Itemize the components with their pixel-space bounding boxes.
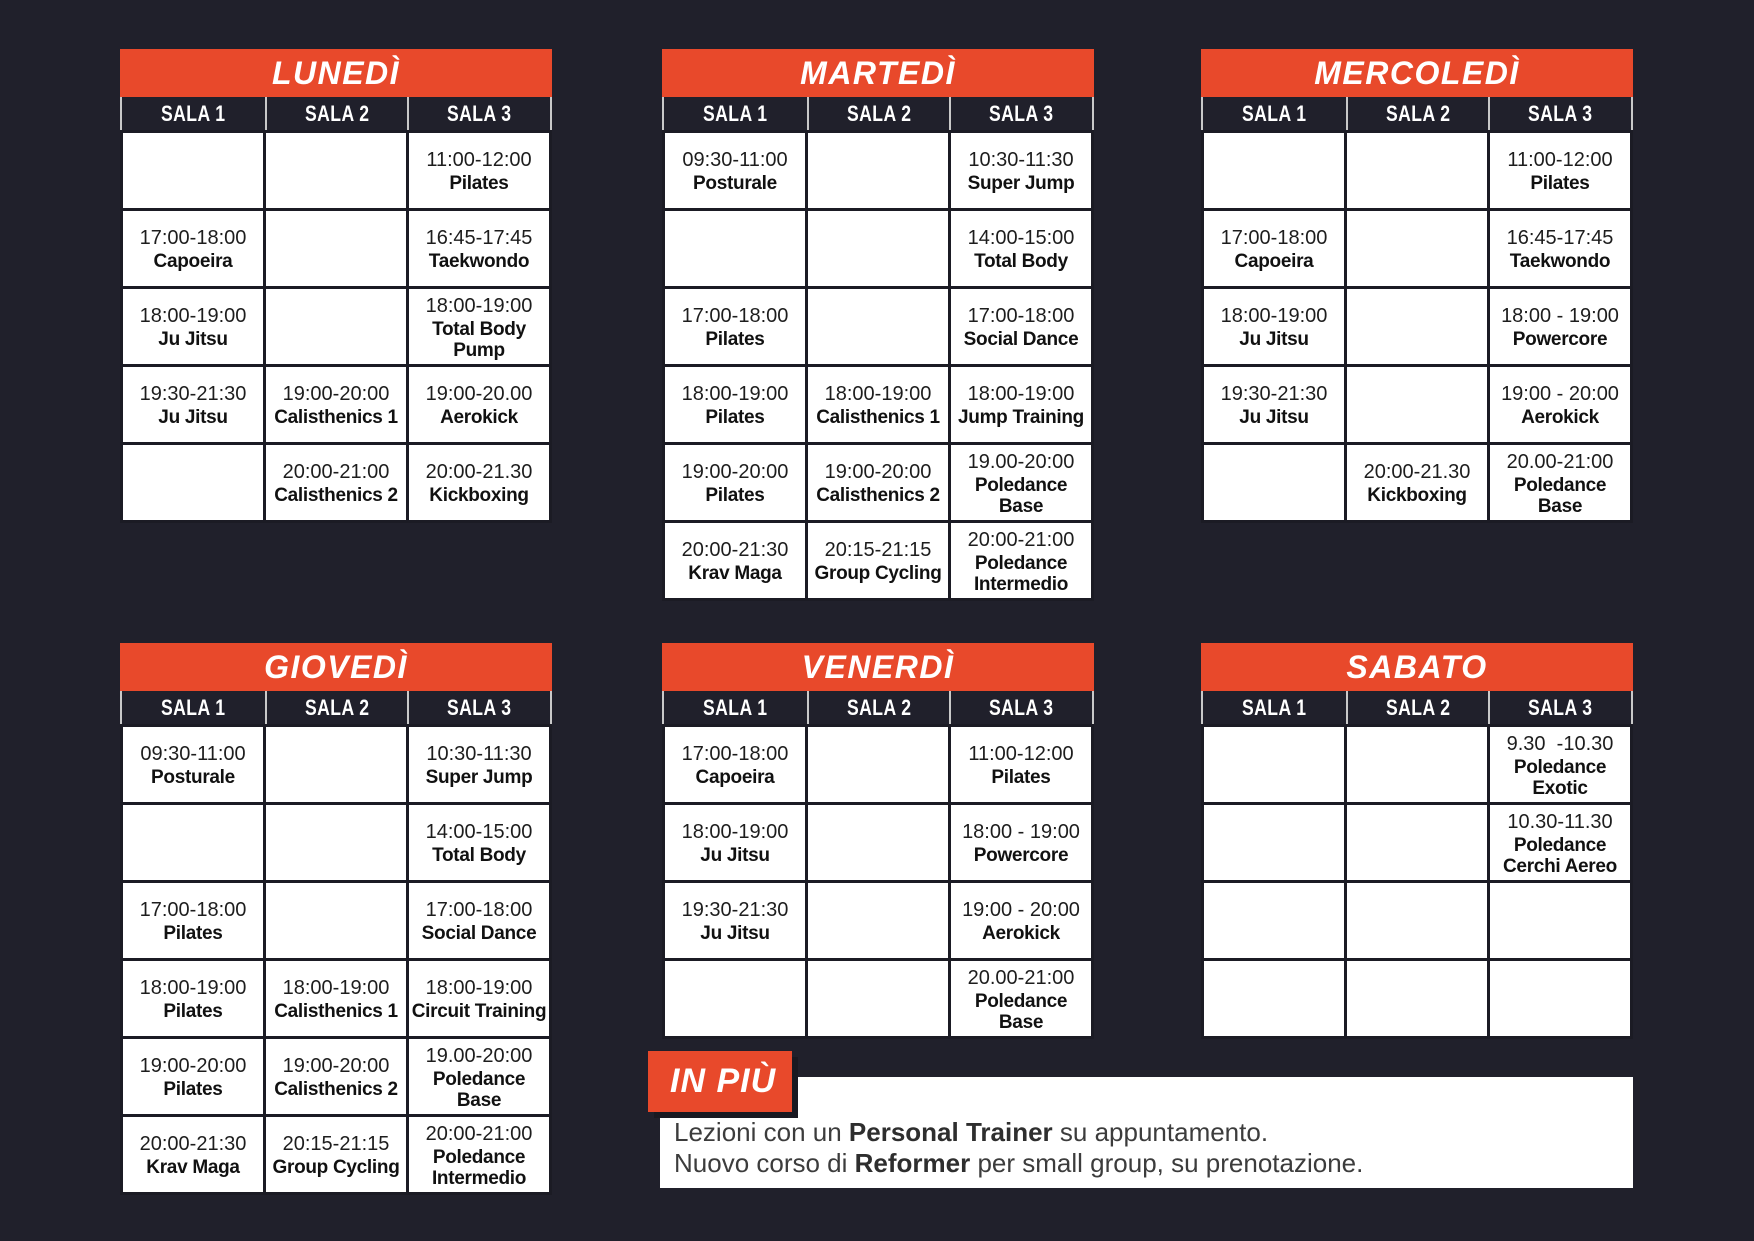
class-cell <box>123 1117 263 1192</box>
day-title: MERCOLEDÌ <box>1201 49 1633 97</box>
class-time: 14:00-15:00 <box>967 227 1075 249</box>
empty-cell <box>808 211 948 286</box>
class-cell <box>1204 289 1344 364</box>
room-header-label: SALA 3 <box>1528 694 1593 720</box>
class-time: 20:00-21:00 <box>282 461 390 483</box>
class-name: Pilates <box>705 485 765 506</box>
class-time: 17:00-18:00 <box>425 899 533 921</box>
empty-cell <box>808 289 948 364</box>
schedule-grid <box>1201 724 1633 1039</box>
empty-cell <box>1347 961 1487 1036</box>
schedule-grid <box>120 130 552 523</box>
empty-cell <box>1347 133 1487 208</box>
class-cell <box>1204 211 1344 286</box>
class-cell <box>409 727 549 802</box>
room-header <box>1346 691 1489 724</box>
class-time: 20:00-21:30 <box>139 1133 247 1155</box>
room-header <box>664 97 807 130</box>
class-cell <box>123 961 263 1036</box>
room-header <box>949 691 1092 724</box>
class-time: 17:00-18:00 <box>967 305 1075 327</box>
class-name: Poledance Base <box>974 990 1068 1033</box>
class-cell <box>665 367 805 442</box>
schedule-grid <box>1201 130 1633 523</box>
class-name: Calisthenics 2 <box>274 485 398 506</box>
empty-cell <box>1204 961 1344 1036</box>
class-cell <box>1490 211 1630 286</box>
class-cell <box>123 1039 263 1114</box>
room-header <box>1203 691 1346 724</box>
day-title: MARTEDÌ <box>662 49 1094 97</box>
class-cell <box>409 211 549 286</box>
day-table-venerdi <box>662 643 1094 1039</box>
empty-cell <box>1204 727 1344 802</box>
room-header-row <box>1201 97 1633 130</box>
class-name: Super Jump <box>425 767 533 788</box>
class-cell <box>266 445 406 520</box>
class-time: 19:00-20:00 <box>139 1055 247 1077</box>
extra-badge-label: IN PIÙ <box>670 1062 777 1100</box>
class-name: Krav Maga <box>688 563 782 584</box>
empty-cell <box>665 211 805 286</box>
room-header-label: SALA 3 <box>989 100 1054 126</box>
day-table-giovedi <box>120 643 552 1195</box>
class-cell <box>665 445 805 520</box>
class-time: 11:00-12:00 <box>1507 149 1613 171</box>
room-header <box>407 97 550 130</box>
extra-line-2-bold: Reformer <box>854 1148 971 1178</box>
class-cell <box>1490 367 1630 442</box>
class-time: 17:00-18:00 <box>139 899 247 921</box>
class-name: Taekwondo <box>428 251 530 272</box>
extra-info-box <box>660 1077 1633 1188</box>
class-name: Calisthenics 2 <box>816 485 940 506</box>
class-name: Pilates <box>991 767 1051 788</box>
empty-cell <box>808 883 948 958</box>
class-cell <box>409 1117 549 1192</box>
class-name: Jump Training <box>958 407 1084 428</box>
room-header-row <box>120 97 552 130</box>
class-time: 20:00-21:30 <box>681 539 789 561</box>
empty-cell <box>808 727 948 802</box>
day-table-martedi <box>662 49 1094 601</box>
class-name: Total Body Pump <box>432 318 526 361</box>
class-time: 10:30-11:30 <box>426 743 532 765</box>
room-header-label: SALA 3 <box>989 694 1054 720</box>
room-header-label: SALA 2 <box>304 100 370 126</box>
class-name: Pilates <box>449 173 509 194</box>
room-header-row <box>120 691 552 724</box>
class-name: Poledance Intermedio <box>431 1146 527 1189</box>
class-name: Poledance Cerchi Aereo <box>1503 834 1617 877</box>
empty-cell <box>665 961 805 1036</box>
class-cell <box>123 883 263 958</box>
class-name: Pilates <box>163 923 223 944</box>
extra-line-1-bold: Personal Trainer <box>848 1117 1053 1147</box>
class-name: Social Dance <box>421 923 537 944</box>
class-name: Calisthenics 1 <box>274 407 398 428</box>
day-table-lunedi <box>120 49 552 523</box>
class-name: Pilates <box>1530 173 1590 194</box>
class-name: Krav Maga <box>146 1157 240 1178</box>
day-title: SABATO <box>1201 643 1633 691</box>
class-cell <box>665 289 805 364</box>
empty-cell <box>1204 445 1344 520</box>
class-time: 20.00-21:00 <box>967 966 1075 989</box>
class-cell <box>123 211 263 286</box>
class-name: Pilates <box>163 1079 223 1100</box>
extra-line-2-suffix: per small group, su prenotazione. <box>970 1148 1364 1178</box>
room-header-label: SALA 3 <box>447 694 512 720</box>
class-cell <box>1490 445 1630 520</box>
class-time: 20:00-21.30 <box>425 461 533 483</box>
class-name: Capoeira <box>153 251 233 272</box>
class-time: 19:00-20:00 <box>824 461 932 483</box>
class-cell <box>665 133 805 208</box>
class-time: 19:00-20.00 <box>425 383 533 405</box>
empty-cell <box>1490 883 1630 958</box>
class-time: 19.00-20:00 <box>425 1044 533 1067</box>
room-header-label: SALA 1 <box>703 100 768 126</box>
class-time: 09:30-11:00 <box>140 743 246 765</box>
extra-line-1 <box>674 1117 1613 1148</box>
day-title: LUNEDÌ <box>120 49 552 97</box>
class-cell <box>951 445 1091 520</box>
room-header <box>1203 97 1346 130</box>
class-name: Posturale <box>151 767 235 788</box>
class-name: Capoeira <box>1234 251 1314 272</box>
room-header-label: SALA 3 <box>447 100 512 126</box>
class-cell <box>1204 367 1344 442</box>
class-cell <box>808 445 948 520</box>
room-header-label: SALA 1 <box>1242 100 1307 126</box>
class-name: Kickboxing <box>1367 485 1467 506</box>
class-time: 18:00 - 19:00 <box>962 821 1080 843</box>
class-name: Ju Jitsu <box>158 329 228 350</box>
class-time: 18:00-19:00 <box>139 977 247 999</box>
class-cell <box>951 961 1091 1036</box>
empty-cell <box>1347 211 1487 286</box>
class-cell <box>409 367 549 442</box>
class-name: Total Body <box>432 845 526 866</box>
room-header <box>122 691 265 724</box>
class-cell <box>951 883 1091 958</box>
class-time: 18:00-19:00 <box>967 383 1075 405</box>
empty-cell <box>266 211 406 286</box>
class-time: 11:00-12:00 <box>968 743 1074 765</box>
empty-cell <box>1347 883 1487 958</box>
class-cell <box>123 289 263 364</box>
class-name: Powercore <box>1512 329 1608 350</box>
class-cell <box>665 805 805 880</box>
class-time: 18:00-19:00 <box>681 821 789 843</box>
class-cell <box>951 727 1091 802</box>
class-time: 09:30-11:00 <box>682 149 788 171</box>
class-time: 19:00 - 20:00 <box>962 899 1080 921</box>
class-cell <box>951 289 1091 364</box>
class-time: 20:00-21.30 <box>1363 461 1471 483</box>
extra-line-1-text: Lezioni con un <box>674 1117 849 1147</box>
class-cell <box>665 727 805 802</box>
class-cell <box>266 1117 406 1192</box>
class-time: 11:00-12:00 <box>426 149 532 171</box>
room-header-row <box>1201 691 1633 724</box>
room-header-label: SALA 1 <box>161 694 226 720</box>
empty-cell <box>1204 133 1344 208</box>
class-name: Posturale <box>693 173 777 194</box>
class-time: 10.30-11.30 <box>1507 810 1613 833</box>
class-name: Pilates <box>163 1001 223 1022</box>
class-name: Poledance Base <box>1513 474 1607 517</box>
class-cell <box>808 367 948 442</box>
room-header-label: SALA 3 <box>1528 100 1593 126</box>
class-name: Pilates <box>705 329 765 350</box>
class-name: Circuit Training <box>411 1001 547 1022</box>
class-cell <box>409 445 549 520</box>
class-name: Ju Jitsu <box>700 845 770 866</box>
class-cell <box>951 133 1091 208</box>
class-time: 19:00-20:00 <box>681 461 789 483</box>
class-time: 18:00-19:00 <box>282 977 390 999</box>
class-time: 18:00-19:00 <box>139 305 247 327</box>
empty-cell <box>1347 727 1487 802</box>
extra-line-2 <box>674 1148 1613 1179</box>
class-time: 20:00-21:00 <box>967 528 1075 551</box>
class-time: 19:00-20:00 <box>282 383 390 405</box>
room-header-label: SALA 2 <box>1385 694 1451 720</box>
room-header <box>265 691 408 724</box>
class-cell <box>123 367 263 442</box>
class-time: 19:00 - 20:00 <box>1501 383 1619 405</box>
empty-cell <box>1204 805 1344 880</box>
class-time: 17:00-18:00 <box>139 227 247 249</box>
empty-cell <box>266 289 406 364</box>
schedule-grid <box>662 130 1094 601</box>
class-name: Ju Jitsu <box>700 923 770 944</box>
room-header <box>807 97 950 130</box>
extra-badge <box>648 1051 792 1112</box>
room-header <box>1346 97 1489 130</box>
class-cell <box>665 883 805 958</box>
class-name: Ju Jitsu <box>1239 407 1309 428</box>
day-title: GIOVEDÌ <box>120 643 552 691</box>
class-name: Aerokick <box>440 407 518 428</box>
class-name: Powercore <box>973 845 1069 866</box>
class-time: 18:00-19:00 <box>681 383 789 405</box>
room-header-row <box>662 691 1094 724</box>
class-time: 20:00-21:00 <box>425 1122 533 1145</box>
class-name: Pilates <box>705 407 765 428</box>
class-time: 19:30-21:30 <box>681 899 789 921</box>
empty-cell <box>266 805 406 880</box>
empty-cell <box>808 133 948 208</box>
class-time: 18:00-19:00 <box>824 383 932 405</box>
class-cell <box>123 727 263 802</box>
class-time: 19:00-20:00 <box>282 1055 390 1077</box>
room-header-label: SALA 1 <box>1242 694 1307 720</box>
day-table-mercoledi <box>1201 49 1633 523</box>
class-name: Total Body <box>974 251 1068 272</box>
class-time: 10:30-11:30 <box>968 149 1074 171</box>
room-header <box>807 691 950 724</box>
empty-cell <box>123 805 263 880</box>
room-header-label: SALA 2 <box>846 100 912 126</box>
class-cell <box>409 133 549 208</box>
room-header <box>265 97 408 130</box>
empty-cell <box>1347 367 1487 442</box>
class-cell <box>665 523 805 598</box>
class-time: 19.00-20:00 <box>967 450 1075 473</box>
room-header <box>407 691 550 724</box>
room-header <box>664 691 807 724</box>
class-name: Aerokick <box>1521 407 1599 428</box>
class-cell <box>1490 133 1630 208</box>
class-time: 18:00-19:00 <box>1220 305 1328 327</box>
empty-cell <box>1347 805 1487 880</box>
class-time: 16:45-17:45 <box>1506 227 1614 249</box>
room-header <box>949 97 1092 130</box>
class-time: 20:15-21:15 <box>282 1133 390 1155</box>
empty-cell <box>266 883 406 958</box>
class-cell <box>266 367 406 442</box>
class-name: Group Cycling <box>814 563 942 584</box>
empty-cell <box>266 133 406 208</box>
empty-cell <box>266 727 406 802</box>
room-header-row <box>662 97 1094 130</box>
class-time: 16:45-17:45 <box>425 227 533 249</box>
class-cell <box>409 961 549 1036</box>
empty-cell <box>1347 289 1487 364</box>
schedule-grid <box>662 724 1094 1039</box>
room-header <box>1488 97 1631 130</box>
class-time: 18:00 - 19:00 <box>1501 305 1619 327</box>
class-time: 17:00-18:00 <box>681 743 789 765</box>
class-name: Capoeira <box>695 767 775 788</box>
class-cell <box>808 523 948 598</box>
class-name: Poledance Intermedio <box>973 552 1069 595</box>
class-cell <box>409 883 549 958</box>
room-header-label: SALA 2 <box>304 694 370 720</box>
class-name: Social Dance <box>963 329 1079 350</box>
class-time: 17:00-18:00 <box>681 305 789 327</box>
class-time: 19:30-21:30 <box>1220 383 1328 405</box>
class-cell <box>409 805 549 880</box>
room-header-label: SALA 1 <box>161 100 226 126</box>
class-name: Aerokick <box>982 923 1060 944</box>
class-cell <box>409 1039 549 1114</box>
class-time: 18:00-19:00 <box>425 294 533 317</box>
room-header <box>1488 691 1631 724</box>
class-name: Taekwondo <box>1509 251 1611 272</box>
class-time: 20:15-21:15 <box>824 539 932 561</box>
class-name: Ju Jitsu <box>158 407 228 428</box>
class-time: 18:00-19:00 <box>425 977 533 999</box>
room-header <box>122 97 265 130</box>
class-name: Poledance Exotic <box>1513 756 1607 799</box>
class-name: Kickboxing <box>429 485 529 506</box>
class-cell <box>266 961 406 1036</box>
class-cell <box>951 211 1091 286</box>
class-name: Calisthenics 2 <box>274 1079 398 1100</box>
day-table-sabato <box>1201 643 1633 1039</box>
empty-cell <box>1204 883 1344 958</box>
class-cell <box>1490 805 1630 880</box>
class-cell <box>1347 445 1487 520</box>
room-header-label: SALA 2 <box>1385 100 1451 126</box>
class-time: 14:00-15:00 <box>425 821 533 843</box>
class-cell <box>1490 289 1630 364</box>
day-title: VENERDÌ <box>662 643 1094 691</box>
class-cell <box>1490 727 1630 802</box>
room-header-label: SALA 2 <box>846 694 912 720</box>
class-cell <box>951 367 1091 442</box>
extra-line-2-text: Nuovo corso di <box>674 1148 855 1178</box>
class-time: 20.00-21:00 <box>1506 450 1614 473</box>
empty-cell <box>808 805 948 880</box>
class-name: Calisthenics 1 <box>274 1001 398 1022</box>
class-time: 19:30-21:30 <box>139 383 247 405</box>
schedule-grid <box>120 724 552 1195</box>
empty-cell <box>1490 961 1630 1036</box>
class-cell <box>266 1039 406 1114</box>
room-header-label: SALA 1 <box>703 694 768 720</box>
extra-line-1-suffix: su appuntamento. <box>1052 1117 1269 1147</box>
class-name: Calisthenics 1 <box>816 407 940 428</box>
class-name: Ju Jitsu <box>1239 329 1309 350</box>
empty-cell <box>808 961 948 1036</box>
empty-cell <box>123 133 263 208</box>
empty-cell <box>123 445 263 520</box>
class-time: 9.30 -10.30 <box>1506 732 1614 755</box>
class-cell <box>409 289 549 364</box>
class-cell <box>951 523 1091 598</box>
class-time: 17:00-18:00 <box>1220 227 1328 249</box>
class-name: Poledance Base <box>974 474 1068 517</box>
class-cell <box>951 805 1091 880</box>
class-name: Super Jump <box>967 173 1075 194</box>
class-name: Group Cycling <box>272 1157 400 1178</box>
class-name: Poledance Base <box>432 1068 526 1111</box>
